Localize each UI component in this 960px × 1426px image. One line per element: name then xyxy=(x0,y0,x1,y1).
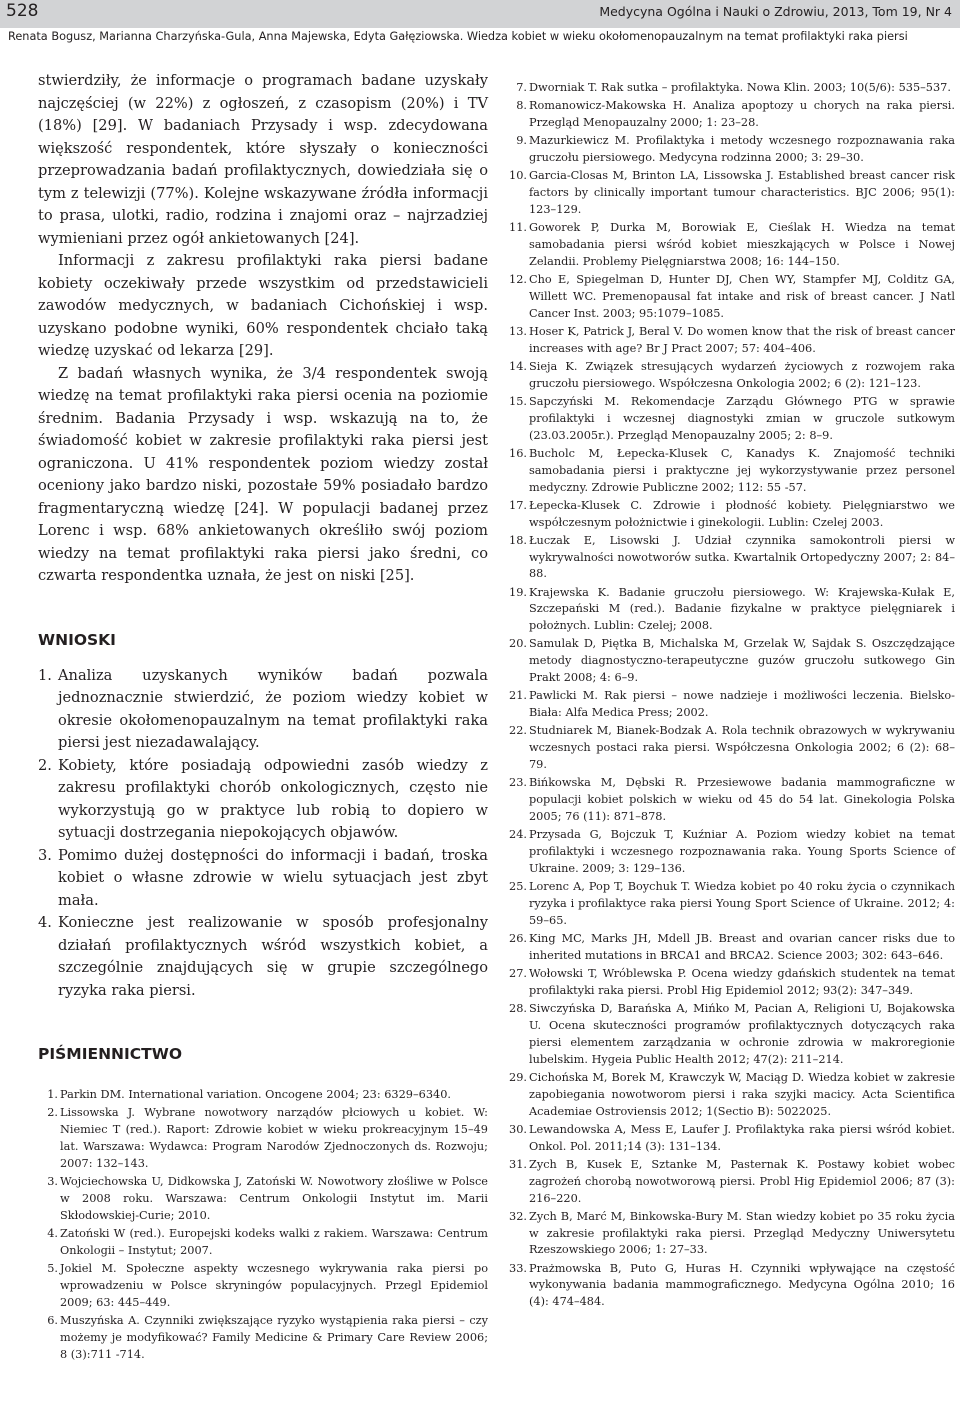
reference-number: 26. xyxy=(509,931,527,945)
reference-text: Lissowska J. Wybrane nowotwory narządów płciowych u kobiet. W: Niemiec T (red.). Raport: Zdrowie kobiet w wieku prokreacyjnym 15–49 lat. Warszawa: Wydawca: Program Narodów Zjednoczonych ds. Rozwoju; 2007: 132–143. xyxy=(60,1106,488,1170)
reference-item xyxy=(38,1313,488,1364)
reference-text: Mazurkiewicz M. Profilaktyka i metody wczesnego rozpoznawania raka gruczołu piersiowego. Medycyna rodzinna 2000; 3: 29–30. xyxy=(529,134,955,164)
reference-text: Wojciechowska U, Didkowska J, Zatoński W. Nowotwory złośliwe w Polsce w 2008 roku. Warszawa: Centrum Onkologii Instytut im. Marii Skłodowskiej-Curie; 2010. xyxy=(60,1174,488,1222)
conclusion-number: 2. xyxy=(38,756,52,774)
reference-number: 28. xyxy=(509,1001,527,1015)
reference-text: Lewandowska A, Mess E, Laufer J. Profilaktyka raka piersi wśród kobiet. Onkol. Pol. 2011;14 (3): 131–134. xyxy=(529,1122,955,1153)
reference-number: 19. xyxy=(509,585,527,599)
body-paragraph: stwierdziły, że informacje o programach badane uzyskały najczęściej (w 22%) z ogłoszeń, z czasopism (20%) i TV (18%) [29]. W badaniach Przysady i wsp. zdecydowana większość respondentek, które słyszały o konieczności przeprowadzania badań profilaktycznych, dowiedziała się o tym z telewizji (77%). Kolejne wskazywane źródła informacji to prasa, ulotki, radio, rodzina i znajomi oraz – najrzadziej wymieniani przez ogół ankietowanych [24]. xyxy=(38,72,488,247)
reference-text: Zych B, Marć M, Binkowska-Bury M. Stan wiedzy kobiet po 35 roku życia w zakresie profilaktyki raka piersi. Przegląd Medyczny Uniwersytetu Rzeszowskiego 2006; 1: 27–33. xyxy=(529,1209,955,1257)
reference-item xyxy=(507,133,955,167)
reference-text: Bucholc M, Łepecka-Klusek C, Kanadys K. Znajomość techniki samobadania piersi i praktyczne jej wykorzystywanie przez personel medyczny. Zdrowie Publiczne 2002; 112: 55 -57. xyxy=(529,446,955,494)
reference-number: 6. xyxy=(47,1313,58,1327)
reference-number: 33. xyxy=(509,1261,527,1275)
references-heading: PIŚMIENNICTWO xyxy=(38,1045,183,1063)
reference-item xyxy=(507,585,955,636)
reference-item xyxy=(38,1087,488,1104)
references-list-left xyxy=(38,1087,488,1363)
body-paragraph: Informacji z zakresu profilaktyki raka piersi badane kobiety oczekiwały przede wszystkim od przedstawicieli zawodów medycznych, w badaniach Cichońskiej i wsp. uzyskano podobne wyniki, 60% respondentek chciało taką wiedzę uzyskać od lekarza [29]. xyxy=(38,252,488,359)
reference-number: 20. xyxy=(509,637,527,651)
conclusions-heading: WNIOSKI xyxy=(38,630,116,649)
reference-number: 1. xyxy=(47,1088,58,1101)
reference-item xyxy=(507,1261,955,1312)
reference-item xyxy=(507,1209,955,1260)
reference-number: 14. xyxy=(509,359,527,373)
reference-item xyxy=(38,1105,488,1173)
reference-item xyxy=(38,1261,488,1312)
reference-text: Prażmowska B, Puto G, Huras H. Czynniki wpływające na częstość wykonywania badania mammograficznego. Medycyna Ogólna 2010; 16 (4): 474–484. xyxy=(529,1261,955,1309)
reference-text: Zatoński W (red.). Europejski kodeks walki z rakiem. Warszawa: Centrum Onkologii – Instytut; 2007. xyxy=(60,1226,488,1257)
reference-item xyxy=(38,1174,488,1225)
reference-number: 4. xyxy=(47,1226,58,1240)
reference-number: 31. xyxy=(509,1157,527,1171)
reference-text: Parkin DM. International variation. Oncogene 2004; 23: 6329–6340. xyxy=(60,1088,451,1101)
conclusion-number: 3. xyxy=(38,846,52,864)
reference-item xyxy=(507,775,955,826)
reference-number: 30. xyxy=(509,1122,527,1136)
reference-number: 22. xyxy=(509,724,527,738)
reference-number: 17. xyxy=(509,498,527,512)
reference-number: 32. xyxy=(509,1209,527,1223)
reference-text: Przysada G, Bojczuk T, Kuźniar A. Poziom wiedzy kobiet na temat profilaktyki i wczesnego rozpoznawania raka. Young Sports Science of Ukraine. 2009; 3: 129–136. xyxy=(529,828,955,875)
conclusions-list xyxy=(38,665,488,1003)
conclusion-text: Pomimo dużej dostępności do informacji i badań, troska kobiet o własne zdrowie w wielu sytuacjach jest zbyt mała. xyxy=(58,846,488,909)
reference-text: Bińkowska M, Dębski R. Przesiewowe badania mammograficzne w populacji kobiet polskich w wieku od 45 do 54 lat. Ginekologia Polska 2005; 76 (11): 871–878. xyxy=(529,776,955,824)
reference-item xyxy=(507,168,955,219)
reference-item xyxy=(507,272,955,323)
reference-item xyxy=(507,827,955,878)
reference-number: 18. xyxy=(509,533,527,547)
reference-item xyxy=(507,394,955,445)
reference-text: Cichońska M, Borek M, Krawczyk W, Maciąg D. Wiedza kobiet w zakresie zapobiegania nowotworom piersi i raka szyjki macicy. Acta Scientifica Academiae Ostroviensis 2012; 1(Sectio B): 5022025. xyxy=(529,1070,955,1118)
reference-text: Studniarek M, Bianek-Bodzak A. Rola technik obrazowych w wykrywaniu wczesnych postaci raka piersi. Współczesna Onkologia 2002; 6 (2): 68–79. xyxy=(529,724,955,772)
reference-item xyxy=(507,931,955,965)
reference-item xyxy=(507,879,955,930)
conclusion-item xyxy=(38,912,488,1002)
reference-item xyxy=(507,533,955,584)
reference-text: Łuczak E, Lisowski J. Udział czynnika samokontroli piersi w wykrywalności nowotworów sutka. Kwartalnik Ortopedyczny 2007; 2: 84–88. xyxy=(529,533,955,581)
reference-text: Pawlicki M. Rak piersi – nowe nadzieje i możliwości leczenia. Bielsko-Biała: Alfa Medica Press; 2002. xyxy=(529,689,955,720)
reference-item xyxy=(507,1001,955,1069)
conclusion-text: Konieczne jest realizowanie w sposób profesjonalny działań profilaktycznych wśród wszystkich kobiet, a szczególnie znajdujących się w grupie szczególnego ryzyka raka piersi. xyxy=(58,914,488,999)
reference-text: Krajewska K. Badanie gruczołu piersiowego. W: Krajewska-Kułak E, Szczepański M (red.). Badanie fizykalne w praktyce pielęgniarek i położnych. Lublin: Czelej; 2008. xyxy=(529,585,955,633)
conclusion-item xyxy=(38,845,488,913)
reference-text: Zych B, Kusek E, Sztanke M, Pasternak K. Postawy kobiet wobec zagrożeń chorobą nowotworową piersi. Probl Hig Epidemiol 2006; 87 (3): 216–220. xyxy=(529,1157,955,1205)
reference-text: Siwczyńska D, Barańska A, Mińko M, Pacian A, Religioni U, Bojakowska U. Ocena skuteczności programów profilaktycznych dotyczących raka piersi elementem zarządzania w ochronie zdrowia w makroregionie lubelskim. Hygeia Public Health 2012; 47(2): 211–214. xyxy=(529,1001,955,1066)
reference-text: Romanowicz-Makowska H. Analiza apoptozy u chorych na raka piersi. Przegląd Menopauzalny 2000; 1: 23–28. xyxy=(529,99,955,129)
conclusion-item xyxy=(38,665,488,755)
reference-item xyxy=(507,359,955,393)
reference-item xyxy=(507,723,955,774)
reference-text: Cho E, Spiegelman D, Hunter DJ, Chen WY, Stampfer MJ, Colditz GA, Willett WC. Premenopausal fat intake and risk of breast cancer. J Natl Cancer Inst. 2003; 95:1079–1085. xyxy=(529,272,955,320)
reference-number: 7. xyxy=(516,81,527,94)
reference-text: King MC, Marks JH, Mdell JB. Breast and ovarian cancer risks due to inherited mutations in BRCA1 and BRCA2. Science 2003; 302: 643–646. xyxy=(529,931,955,962)
reference-number: 24. xyxy=(509,828,527,842)
conclusion-text: Kobiety, które posiadają odpowiedni zasób wiedzy z zakresu profilaktyki chorób onkologicznych, często nie wykorzystują go w praktyce lub robią to dopiero w sytuacji dostrzegania niepokojących objawów. xyxy=(58,756,488,841)
reference-item xyxy=(507,98,955,132)
reference-item xyxy=(507,220,955,271)
reference-number: 15. xyxy=(509,394,527,408)
reference-number: 16. xyxy=(509,446,527,460)
reference-text: Jokiel M. Społeczne aspekty wczesnego wykrywania raka piersi po wprowadzeniu w Polsce skryningów populacyjnych. Przegl Epidemiol 2009; 63: 445–449. xyxy=(60,1261,488,1309)
conclusion-number: 4. xyxy=(38,914,52,931)
running-title: Renata Bogusz, Marianna Charzyńska-Gula, Anna Majewska, Edyta Gałęziowska. Wiedza kobiet w wieku okołomenopauzalnym na temat profilaktyki raka piersi xyxy=(8,30,908,43)
reference-item xyxy=(38,1226,488,1260)
reference-number: 25. xyxy=(509,880,527,894)
reference-number: 3. xyxy=(47,1174,58,1188)
reference-number: 2. xyxy=(47,1106,58,1120)
reference-text: Sieja K. Związek stresujących wydarzeń życiowych z rozwojem raka gruczołu piersiowego. Współczesna Onkologia 2002; 6 (2): 121–123. xyxy=(529,359,955,390)
reference-item xyxy=(507,324,955,358)
reference-text: Samulak D, Piętka B, Michalska M, Grzelak W, Sajdak S. Oszczędzające metody diagnostyczno-terapeutyczne guzów gruczołu sutkowego Gin Prakt 2008; 4: 6–9. xyxy=(529,637,955,685)
reference-number: 13. xyxy=(509,324,527,338)
reference-number: 10. xyxy=(509,169,527,183)
reference-text: Łepecka-Klusek C. Zdrowie i płodność kobiety. Pielęgniarstwo we współczesnym położnictwie i ginekologii. Lublin: Czelej 2003. xyxy=(529,498,955,529)
reference-text: Garcia-Closas M, Brinton LA, Lissowska J. Established breast cancer risk factors by clinically important tumour characteristics. BJC 2006; 95(1): 123–129. xyxy=(529,169,955,216)
reference-number: 8. xyxy=(516,99,527,113)
reference-item xyxy=(507,636,955,687)
reference-number: 11. xyxy=(509,221,527,234)
conclusion-text: Analiza uzyskanych wyników badań pozwala jednoznacznie stwierdzić, że poziom wiedzy kobiet w okresie okołomenopauzalnym na temat profilaktyki raka piersi jest niezadawalający. xyxy=(58,666,488,751)
reference-text: Muszyńska A. Czynniki zwiększające ryzyko wystąpienia raka piersi – czy możemy je modyfikować? Family Medicine & Primary Care Review 2006; 8 (3):711 -714. xyxy=(60,1313,488,1361)
reference-item xyxy=(507,1122,955,1156)
reference-text: Goworek P, Durka M, Borowiak E, Cieślak H. Wiedza na temat samobadania piersi wśród kobiet mieszkających w Polsce i Nowej Zelandii. Problemy Pielęgniarstwa 2008; 16: 144–150. xyxy=(529,221,955,268)
reference-number: 21. xyxy=(509,689,527,703)
reference-text: Hoser K, Patrick J, Beral V. Do women know that the risk of breast cancer increases with age? Br J Pract 2007; 57: 404–406. xyxy=(529,324,955,355)
reference-number: 23. xyxy=(509,776,527,790)
reference-number: 12. xyxy=(509,272,527,286)
reference-item xyxy=(507,498,955,532)
reference-text: Wołowski T, Wróblewska P. Ocena wiedzy gdańskich studentek na temat profilaktyki raka piersi. Probl Hig Epidemiol 2012; 93(2): 347–349. xyxy=(529,966,955,997)
conclusion-number: 1. xyxy=(38,666,52,684)
reference-item xyxy=(507,688,955,722)
page-number: 528 xyxy=(6,1,39,21)
reference-text: Lorenc A, Pop T, Boychuk T. Wiedza kobiet po 40 roku życia o czynnikach ryzyka i profilaktyce raka piersi Young Sport Science of Ukraine. 2012; 4: 59–65. xyxy=(529,880,955,927)
reference-item xyxy=(507,80,955,97)
reference-item xyxy=(507,1070,955,1121)
body-paragraph: Z badań własnych wynika, że 3/4 respondentek swoją wiedzę na temat profilaktyki raka piersi ocenia na poziomie średnim. Badania Przysady i wsp. wskazują na to, że świadomość kobiet w zakresie profilaktyki raka piersi jest ograniczona. U 41% respondentek poziom wiedzy został oceniony jako bardzo niski, pozostałe 59% posiadało bardzo fragmentaryczną wiedzę [24]. W populacji badanej przez Lorenc i wsp. 68% ankietowanych określiło swój poziom wiedzy na temat profilaktyki raka piersi jako średni, co czwarta respondentka uznała, że jest on niski [25]. xyxy=(38,364,488,584)
reference-number: 9. xyxy=(516,134,527,148)
right-column xyxy=(507,80,955,1311)
reference-text: Dworniak T. Rak sutka – profilaktyka. Nowa Klin. 2003; 10(5/6): 535–537. xyxy=(529,81,951,94)
journal-title: Medycyna Ogólna i Nauki o Zdrowiu, 2013, Tom 19, Nr 4 xyxy=(599,4,952,19)
reference-item xyxy=(507,1157,955,1208)
reference-item xyxy=(507,966,955,1000)
reference-text: Sapczyński M. Rekomendacje Zarządu Głównego PTG w sprawie profilaktyki i wczesnej diagnostyki zmian w gruczole sutkowym (23.03.2005r.). Przegląd Menopauzalny 2005; 2: 8–9. xyxy=(529,394,955,442)
references-list-right xyxy=(507,80,955,1311)
reference-item xyxy=(507,446,955,497)
left-column xyxy=(38,70,488,1363)
conclusion-item xyxy=(38,755,488,845)
reference-number: 5. xyxy=(47,1261,58,1275)
reference-number: 27. xyxy=(509,966,527,980)
reference-number: 29. xyxy=(509,1070,527,1084)
